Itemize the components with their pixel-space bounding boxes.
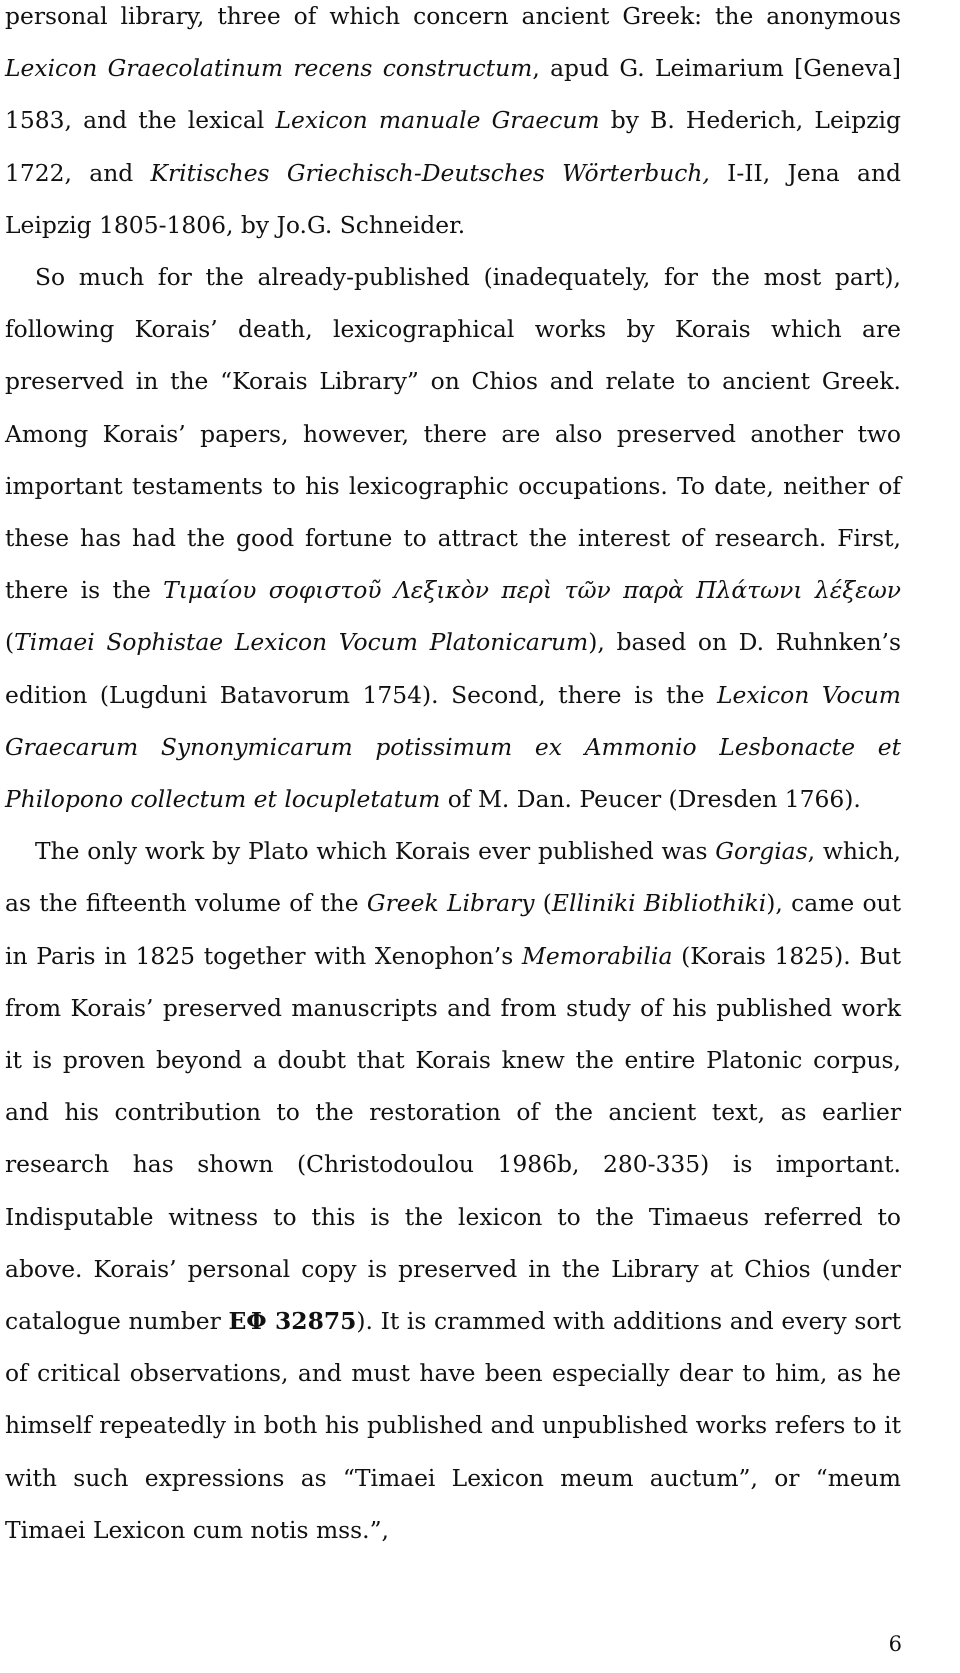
italic-text: Greek Library: [366, 889, 535, 918]
text-run: ), came out in Paris in 1825 together with Xenophon’s: [5, 889, 902, 970]
italic-text: Lexicon manuale Graecum: [275, 106, 600, 135]
text-run: , which, as the fifteenth volume of the: [5, 837, 901, 918]
greek-text: Τιμαίου σοφιστοῦ Λεξικὸν περὶ τῶν παρὰ Πλάτωνι λέξεων: [163, 576, 901, 605]
text-run: (: [5, 628, 15, 657]
text-run: The only work by Plato which Korais ever published was: [35, 837, 716, 866]
bold-text: ΕΦ 32875: [228, 1307, 357, 1336]
text-run: (Korais 1825). But from Korais’ preserved manuscripts and from study of his published work it is proven beyond a doubt that Korais knew the entire Platonic corpus, and his contribution to the restoration of the ancient text, as earlier research has shown (Christodoulou 1986b, 280-335) is important. Indisputable witness to this is the lexicon to the Timaeus referred to above. Korais’ personal copy is preserved in the Library at Chios (under catalogue number: [5, 941, 901, 1336]
italic-text: Elliniki Bibliothiki: [551, 889, 767, 918]
text-run: ), based on D. Ruhnken’s edition (Lugduni Batavorum 1754). Second, there is the: [5, 628, 901, 709]
italic-text: Gorgias: [715, 837, 808, 866]
page-number: 6: [888, 1632, 902, 1656]
paragraph: [5, 0, 901, 251]
italic-text: Kritisches Griechisch-Deutsches Wörterbuch,: [150, 158, 710, 187]
italic-text: Timaei Sophistae Lexicon Vocum Platonicarum: [14, 628, 589, 657]
text-run: of M. Dan. Peucer (Dresden 1766).: [440, 785, 861, 814]
text-run: (: [534, 889, 552, 918]
text-run: , apud G. Leimarium [Geneva] 1583, and the lexical: [5, 54, 902, 135]
document-page: [5, 0, 901, 1556]
text-run: personal library, three of which concern ancient Greek: the anonymous: [5, 2, 901, 30]
text-run: I-II, Jena and Leipzig 1805-1806, by Jo.G. Schneider.: [5, 158, 901, 239]
paragraph: [5, 251, 901, 825]
text-run: So much for the already-published (inadequately, for the most part), following Korais’ death, lexicographical works by Korais which are preserved in the “Korais Library” on Chios and relate to ancient Greek. Among Korais’ papers, however, there are also preserved another two important testaments to his lexicographic occupations. To date, neither of these has had the good fortune to attract the interest of research. First, there is the: [5, 263, 901, 605]
body-text: [5, 0, 901, 1556]
italic-text: Memorabilia: [521, 941, 673, 970]
paragraph: [5, 825, 901, 1556]
text-run: ). It is crammed with additions and every sort of critical observations, and must have been especially dear to him, as he himself repeatedly in both his published and unpublished works refers to it with such expressions as “Timaei Lexicon meum auctum”, or “meum Timaei Lexicon cum notis mss.”,: [5, 1307, 902, 1544]
text-run: by B. Hederich, Leipzig 1722, and: [5, 106, 902, 187]
italic-text: Lexicon Vocum Graecarum Synonymicarum potissimum ex Ammonio Lesbonacte et Philopono collectum et locupletatum: [5, 680, 901, 814]
italic-text: Lexicon Graecolatinum recens constructum: [5, 54, 533, 83]
